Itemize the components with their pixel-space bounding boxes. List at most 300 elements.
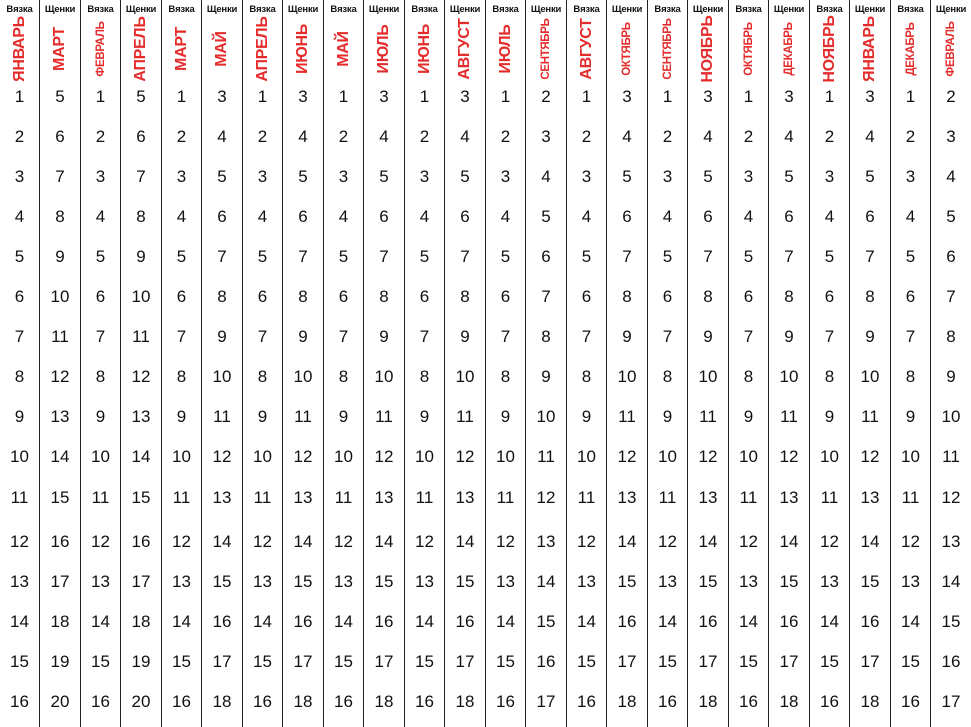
day-cell: 9 — [905, 407, 916, 426]
day-cell: 7 — [703, 247, 713, 266]
day-cell: 14 — [293, 532, 313, 551]
day-cell: 17 — [860, 652, 880, 671]
table-column — [39, 0, 80, 727]
day-cell: 11 — [334, 488, 353, 507]
day-cell: 13 — [172, 572, 191, 591]
table-column — [930, 0, 971, 727]
day-cell: 4 — [581, 207, 592, 226]
day-cell: 10 — [860, 367, 880, 386]
day-cell: 15 — [901, 652, 920, 671]
day-cell: 16 — [617, 612, 637, 631]
day-cell: 3 — [338, 167, 349, 186]
day-cell: 9 — [379, 327, 389, 346]
day-cell: 17 — [455, 652, 475, 671]
day-cell: 14 — [455, 532, 475, 551]
day-cell: 11 — [51, 327, 69, 346]
day-cell: 5 — [865, 167, 875, 186]
month-label: ИЮЛЬ — [375, 24, 392, 74]
day-cell: 14 — [941, 572, 961, 591]
day-cell: 3 — [298, 87, 308, 106]
day-cell: 1 — [743, 87, 754, 106]
day-cell: 7 — [14, 327, 25, 346]
day-cell: 12 — [131, 367, 151, 386]
day-cell: 10 — [739, 447, 758, 466]
day-cell: 4 — [743, 207, 754, 226]
day-cell: 14 — [617, 532, 637, 551]
day-cell: 2 — [743, 127, 754, 146]
day-cell: 1 — [905, 87, 916, 106]
day-cell: 14 — [739, 612, 758, 631]
day-cell: 4 — [176, 207, 187, 226]
day-cell: 15 — [577, 652, 596, 671]
day-cell: 12 — [617, 447, 637, 466]
table-column — [849, 0, 890, 727]
day-cell: 16 — [212, 612, 232, 631]
day-cell: 14 — [536, 572, 556, 591]
day-cell: 4 — [14, 207, 25, 226]
day-cell: 18 — [374, 692, 394, 711]
day-cell: 10 — [91, 447, 110, 466]
column-type-label: Вязка — [573, 4, 600, 15]
day-cell: 11 — [456, 407, 474, 426]
day-cell: 10 — [820, 447, 839, 466]
day-cell: 18 — [293, 692, 313, 711]
month-label: АПРЕЛЬ — [253, 16, 271, 82]
day-cell: 16 — [779, 612, 799, 631]
day-cell: 3 — [379, 87, 389, 106]
day-cell: 11 — [375, 407, 393, 426]
day-cell: 2 — [905, 127, 916, 146]
month-label: ДЕКАБРЬ — [783, 22, 795, 76]
day-cell: 18 — [698, 692, 718, 711]
day-cell: 18 — [212, 692, 232, 711]
day-cell: 3 — [743, 167, 754, 186]
day-cell: 3 — [460, 87, 470, 106]
day-cell: 11 — [496, 488, 515, 507]
day-cell: 13 — [658, 572, 677, 591]
day-cell: 16 — [455, 612, 475, 631]
day-cell: 18 — [455, 692, 475, 711]
day-cell: 5 — [460, 167, 470, 186]
day-cell: 13 — [617, 488, 637, 507]
month-label: ЯНВАРЬ — [10, 16, 28, 82]
month-header — [850, 18, 890, 80]
day-cell: 3 — [865, 87, 875, 106]
column-type-label: Щенки — [611, 4, 643, 15]
table-column — [444, 0, 485, 727]
column-type-label: Щенки — [44, 4, 76, 15]
day-cell: 12 — [415, 532, 434, 551]
day-cell: 12 — [253, 532, 272, 551]
day-cell: 11 — [699, 407, 717, 426]
day-cell: 6 — [703, 207, 713, 226]
day-cell: 3 — [217, 87, 227, 106]
day-cell: 6 — [541, 247, 551, 266]
day-cell: 5 — [622, 167, 632, 186]
day-cell: 7 — [379, 247, 389, 266]
day-cell: 9 — [784, 327, 794, 346]
day-cell: 15 — [131, 488, 151, 507]
day-cell: 5 — [419, 247, 430, 266]
day-cell: 10 — [50, 287, 70, 306]
day-cell: 1 — [176, 87, 187, 106]
month-label: МАЙ — [334, 31, 352, 67]
month-label: МАРТ — [51, 27, 68, 71]
month-label: ФЕВРАЛЬ — [94, 21, 107, 77]
day-cell: 5 — [176, 247, 187, 266]
day-cell: 9 — [338, 407, 349, 426]
day-cell: 16 — [860, 612, 880, 631]
day-cell: 5 — [338, 247, 349, 266]
day-cell: 1 — [338, 87, 349, 106]
day-cell: 11 — [658, 488, 677, 507]
day-cell: 3 — [784, 87, 794, 106]
day-cell: 3 — [419, 167, 430, 186]
table-column — [201, 0, 242, 727]
table-column — [768, 0, 809, 727]
day-cell: 12 — [455, 447, 475, 466]
day-cell: 12 — [577, 532, 596, 551]
month-label: МАЙ — [213, 31, 230, 67]
day-cell: 16 — [131, 532, 151, 551]
day-cell: 11 — [132, 327, 150, 346]
day-cell: 12 — [536, 488, 556, 507]
day-cell: 9 — [55, 247, 65, 266]
column-type-label: Щенки — [692, 4, 724, 15]
day-cell: 6 — [865, 207, 875, 226]
day-cell: 13 — [91, 572, 110, 591]
day-cell: 7 — [743, 327, 754, 346]
day-cell: 6 — [176, 287, 187, 306]
day-cell: 17 — [779, 652, 799, 671]
day-cell: 9 — [95, 407, 106, 426]
day-cell: 15 — [820, 652, 839, 671]
day-cell: 1 — [419, 87, 430, 106]
day-cell: 14 — [50, 447, 70, 466]
day-cell: 20 — [131, 692, 151, 711]
day-cell: 14 — [658, 612, 677, 631]
day-cell: 9 — [419, 407, 430, 426]
day-cell: 14 — [172, 612, 191, 631]
day-cell: 9 — [176, 407, 187, 426]
day-cell: 14 — [10, 612, 29, 631]
day-cell: 2 — [176, 127, 187, 146]
day-cell: 10 — [536, 407, 556, 426]
day-cell: 17 — [536, 692, 556, 711]
day-cell: 2 — [257, 127, 268, 146]
day-cell: 9 — [581, 407, 592, 426]
day-cell: 11 — [577, 488, 596, 507]
month-label: СЕНТЯБРЬ — [540, 18, 552, 80]
month-label: ДЕКАБРЬ — [904, 22, 917, 76]
day-cell: 16 — [698, 612, 718, 631]
day-cell: 6 — [257, 287, 268, 306]
month-label: ФЕВРАЛЬ — [945, 21, 957, 77]
day-cell: 16 — [536, 652, 556, 671]
day-cell: 5 — [500, 247, 511, 266]
day-cell: 13 — [415, 572, 434, 591]
day-cell: 10 — [212, 367, 232, 386]
day-cell: 6 — [500, 287, 511, 306]
day-cell: 15 — [496, 652, 515, 671]
day-cell: 7 — [95, 327, 106, 346]
month-header — [364, 18, 404, 80]
day-cell: 4 — [946, 167, 956, 186]
day-cell: 11 — [618, 407, 636, 426]
day-cell: 5 — [703, 167, 713, 186]
column-type-label: Вязка — [492, 4, 519, 15]
day-cell: 17 — [50, 572, 70, 591]
month-header — [607, 18, 647, 80]
day-cell: 8 — [460, 287, 470, 306]
day-cell: 3 — [176, 167, 187, 186]
day-cell: 15 — [253, 652, 272, 671]
day-cell: 16 — [10, 692, 29, 711]
day-cell: 3 — [622, 87, 632, 106]
month-header — [445, 18, 485, 80]
day-cell: 10 — [374, 367, 394, 386]
day-cell: 5 — [257, 247, 268, 266]
day-cell: 1 — [581, 87, 592, 106]
day-cell: 4 — [460, 127, 470, 146]
day-cell: 13 — [212, 488, 232, 507]
day-cell: 15 — [739, 652, 758, 671]
day-cell: 7 — [176, 327, 187, 346]
table-column — [161, 0, 201, 727]
day-cell: 14 — [374, 532, 394, 551]
day-cell: 8 — [55, 207, 65, 226]
day-cell: 1 — [257, 87, 268, 106]
day-cell: 10 — [253, 447, 272, 466]
day-cell: 7 — [905, 327, 916, 346]
day-cell: 9 — [703, 327, 713, 346]
day-cell: 5 — [298, 167, 308, 186]
month-header — [40, 18, 80, 80]
day-cell: 18 — [50, 612, 70, 631]
day-cell: 14 — [253, 612, 272, 631]
day-cell: 8 — [905, 367, 916, 386]
day-cell: 8 — [622, 287, 632, 306]
day-cell: 8 — [379, 287, 389, 306]
day-cell: 10 — [455, 367, 475, 386]
day-cell: 14 — [496, 612, 515, 631]
table-column — [809, 0, 849, 727]
day-cell: 11 — [901, 488, 920, 507]
day-cell: 12 — [739, 532, 758, 551]
month-label: АВГУСТ — [456, 18, 473, 80]
column-type-label: Щенки — [530, 4, 562, 15]
table-column — [282, 0, 323, 727]
day-cell: 10 — [415, 447, 434, 466]
day-cell: 8 — [419, 367, 430, 386]
day-cell: 13 — [10, 572, 29, 591]
day-cell: 7 — [55, 167, 65, 186]
day-cell: 8 — [217, 287, 227, 306]
day-cell: 11 — [172, 488, 191, 507]
day-cell: 7 — [662, 327, 673, 346]
month-header — [121, 18, 161, 80]
day-cell: 8 — [743, 367, 754, 386]
month-label: ИЮНЬ — [294, 24, 311, 74]
column-type-label: Щенки — [773, 4, 805, 15]
day-cell: 6 — [419, 287, 430, 306]
day-cell: 14 — [901, 612, 920, 631]
month-label: ИЮЛЬ — [496, 24, 514, 74]
day-cell: 9 — [662, 407, 673, 426]
day-cell: 16 — [374, 612, 394, 631]
day-cell: 7 — [500, 327, 511, 346]
table-column — [606, 0, 647, 727]
day-cell: 1 — [824, 87, 835, 106]
day-cell: 9 — [500, 407, 511, 426]
month-header — [810, 15, 849, 83]
day-cell: 19 — [131, 652, 151, 671]
day-cell: 8 — [95, 367, 106, 386]
day-cell: 9 — [622, 327, 632, 346]
day-cell: 15 — [374, 572, 394, 591]
day-cell: 3 — [14, 167, 25, 186]
day-cell: 17 — [293, 652, 313, 671]
day-cell: 10 — [172, 447, 191, 466]
day-cell: 10 — [293, 367, 313, 386]
column-type-label: Вязка — [897, 4, 924, 15]
day-cell: 6 — [136, 127, 146, 146]
table-column — [242, 0, 282, 727]
day-cell: 15 — [50, 488, 70, 507]
day-cell: 8 — [176, 367, 187, 386]
day-cell: 18 — [860, 692, 880, 711]
day-cell: 8 — [784, 287, 794, 306]
day-cell: 16 — [901, 692, 920, 711]
day-cell: 2 — [419, 127, 430, 146]
day-cell: 12 — [10, 532, 29, 551]
day-cell: 16 — [820, 692, 839, 711]
column-type-label: Вязка — [816, 4, 843, 15]
day-cell: 11 — [10, 488, 29, 507]
month-header — [526, 18, 566, 80]
day-cell: 12 — [779, 447, 799, 466]
day-cell: 7 — [298, 247, 308, 266]
day-cell: 5 — [379, 167, 389, 186]
month-header — [729, 18, 768, 80]
day-cell: 16 — [293, 612, 313, 631]
day-cell: 12 — [496, 532, 515, 551]
day-cell: 12 — [901, 532, 920, 551]
day-cell: 9 — [14, 407, 25, 426]
day-cell: 13 — [253, 572, 272, 591]
day-cell: 16 — [658, 692, 677, 711]
column-type-label: Щенки — [935, 4, 967, 15]
month-label: НОЯБРЬ — [699, 15, 716, 83]
day-cell: 12 — [293, 447, 313, 466]
day-cell: 17 — [212, 652, 232, 671]
day-cell: 4 — [257, 207, 268, 226]
day-cell: 5 — [743, 247, 754, 266]
day-cell: 8 — [824, 367, 835, 386]
day-cell: 5 — [784, 167, 794, 186]
day-cell: 16 — [577, 692, 596, 711]
day-cell: 4 — [784, 127, 794, 146]
day-cell: 9 — [217, 327, 227, 346]
day-cell: 15 — [779, 572, 799, 591]
month-header — [891, 18, 930, 80]
day-cell: 16 — [172, 692, 191, 711]
column-type-label: Вязка — [249, 4, 276, 15]
day-cell: 8 — [338, 367, 349, 386]
day-cell: 4 — [622, 127, 632, 146]
day-cell: 17 — [617, 652, 637, 671]
day-cell: 16 — [941, 652, 961, 671]
day-cell: 4 — [298, 127, 308, 146]
day-cell: 9 — [298, 327, 308, 346]
day-cell: 3 — [824, 167, 835, 186]
day-cell: 4 — [379, 127, 389, 146]
day-cell: 15 — [10, 652, 29, 671]
column-type-label: Щенки — [125, 4, 157, 15]
day-cell: 6 — [217, 207, 227, 226]
table-column — [566, 0, 606, 727]
month-header — [486, 18, 525, 80]
day-cell: 14 — [415, 612, 434, 631]
day-cell: 9 — [743, 407, 754, 426]
day-cell: 18 — [131, 612, 151, 631]
day-cell: 4 — [95, 207, 106, 226]
day-cell: 4 — [338, 207, 349, 226]
day-cell: 13 — [455, 488, 475, 507]
day-cell: 4 — [905, 207, 916, 226]
day-cell: 11 — [861, 407, 879, 426]
column-type-label: Вязка — [168, 4, 195, 15]
day-cell: 7 — [581, 327, 592, 346]
day-cell: 14 — [820, 612, 839, 631]
day-cell: 2 — [824, 127, 835, 146]
day-cell: 2 — [338, 127, 349, 146]
day-cell: 6 — [379, 207, 389, 226]
table-column — [80, 0, 120, 727]
day-cell: 13 — [779, 488, 799, 507]
day-cell: 8 — [581, 367, 592, 386]
day-cell: 6 — [581, 287, 592, 306]
day-cell: 5 — [136, 87, 146, 106]
month-label: АПРЕЛЬ — [132, 16, 149, 82]
day-cell: 3 — [662, 167, 673, 186]
column-type-label: Щенки — [368, 4, 400, 15]
day-cell: 18 — [617, 692, 637, 711]
day-cell: 16 — [739, 692, 758, 711]
day-cell: 13 — [334, 572, 353, 591]
day-cell: 9 — [865, 327, 875, 346]
day-cell: 11 — [739, 488, 758, 507]
day-cell: 11 — [213, 407, 231, 426]
day-cell: 3 — [703, 87, 713, 106]
day-cell: 3 — [541, 127, 551, 146]
day-cell: 6 — [55, 127, 65, 146]
day-cell: 13 — [941, 532, 961, 551]
day-cell: 11 — [415, 488, 434, 507]
day-cell: 15 — [91, 652, 110, 671]
day-cell: 6 — [298, 207, 308, 226]
month-header — [931, 18, 971, 80]
day-cell: 16 — [91, 692, 110, 711]
day-cell: 5 — [824, 247, 835, 266]
day-cell: 12 — [658, 532, 677, 551]
day-cell: 5 — [541, 207, 551, 226]
day-cell: 11 — [942, 447, 960, 466]
month-header — [243, 18, 282, 80]
month-header — [283, 18, 323, 80]
day-cell: 11 — [91, 488, 110, 507]
day-cell: 10 — [334, 447, 353, 466]
